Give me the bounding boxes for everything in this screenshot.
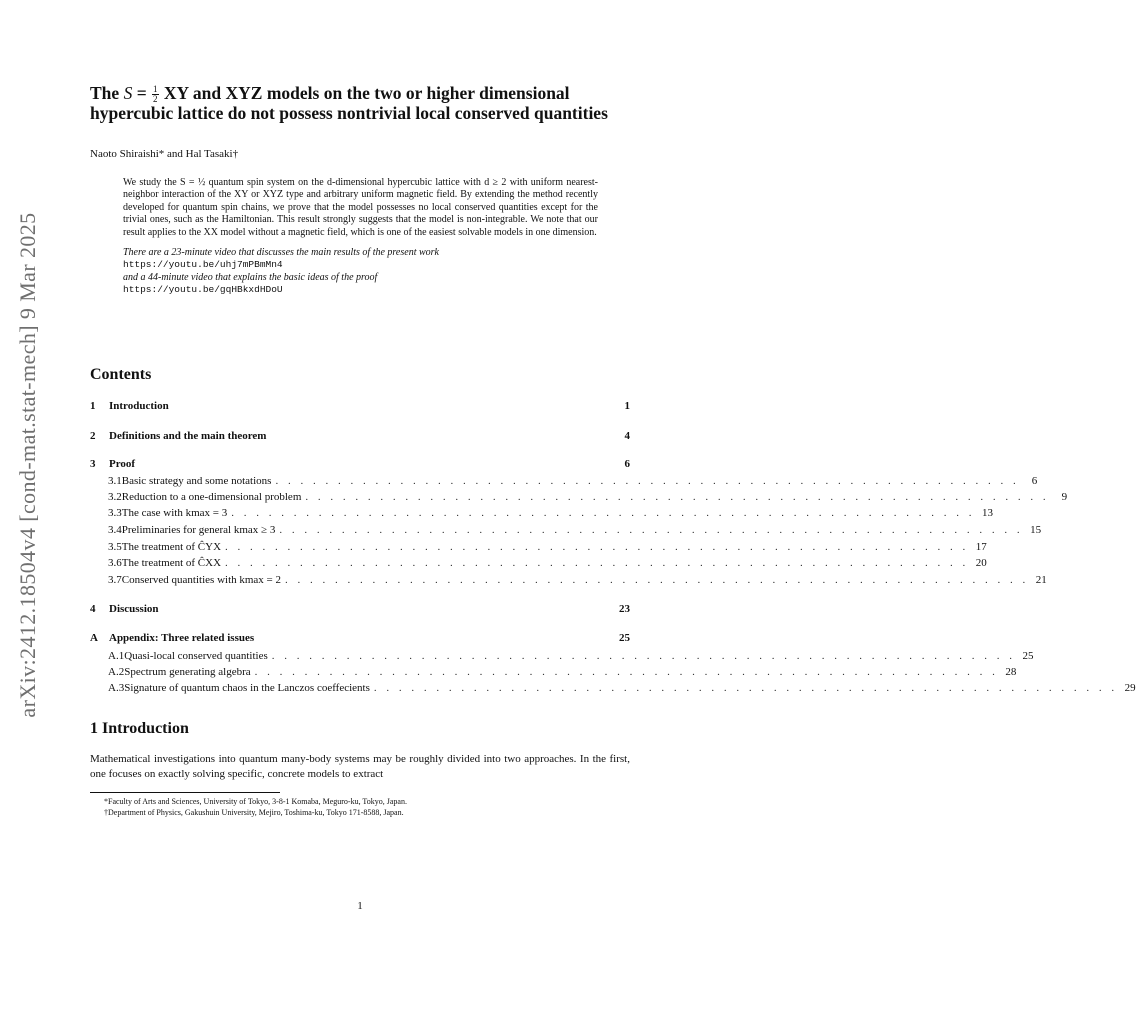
toc-entry-number: 1	[90, 400, 96, 412]
toc-entry-page: 25	[619, 632, 630, 644]
title-rest: XY and XYZ models on the two or higher dimensional hypercubic lattice do not possess nontrivial local conserved quantities	[90, 83, 608, 124]
toc-entry-number: 3.3	[108, 507, 122, 519]
footnote-affiliation-1: *Faculty of Arts and Sciences, University of Tokyo, 3-8-1 Komaba, Meguro-ku, Tokyo, Japan.	[104, 797, 407, 806]
toc-entry[interactable]	[90, 491, 1068, 505]
title-equals: =	[132, 83, 152, 103]
toc-entry[interactable]	[90, 475, 1038, 489]
fraction-numerator: 1	[153, 84, 158, 95]
video1-link[interactable]: https://youtu.be/uhj7mPBmMn4	[123, 259, 283, 271]
toc-entry-label: Preliminaries for general kmax ≥ 3	[121, 524, 276, 536]
arxiv-sidebar-stamp: arXiv:2412.18504v4 [cond-mat.stat-mech] 9 Mar 2025	[15, 212, 40, 718]
toc-entry[interactable]	[90, 603, 630, 617]
toc-leader-dots: . . . . . . . . . . . . . . . . . . . . . . . . . . . . . . . . . . . . . . . . . . . . . . . . . . . . . . . . . . . .	[254, 666, 999, 678]
toc-leader-dots: . . . . . . . . . . . . . . . . . . . . . . . . . . . . . . . . . . . . . . . . . . . . . . . . . . . . . . . . . . . .	[279, 524, 1024, 536]
toc-entry-label: The case with kmax = 3	[121, 507, 228, 519]
footnote-affiliation-2: †Department of Physics, Gakushuin University, Mejiro, Toshima-ku, Tokyo 171-8588, Japan.	[104, 808, 404, 817]
toc-entry-page: 29	[1124, 682, 1136, 694]
toc-entry[interactable]	[90, 430, 630, 444]
toc-entry-label: Appendix: Three related issues	[109, 632, 255, 644]
toc-entry-page: 15	[1030, 524, 1042, 536]
toc-entry-number: 3.7	[108, 574, 122, 586]
paper-title	[90, 84, 638, 122]
toc-entry-label: Conserved quantities with kmax = 2	[121, 574, 282, 586]
toc-entry-label: Proof	[109, 458, 136, 470]
toc-leader-dots: . . . . . . . . . . . . . . . . . . . . . . . . . . . . . . . . . . . . . . . . . . . . . . . . . . . . . . . . . . . .	[275, 475, 1020, 487]
toc-entry-number: 3.2	[108, 491, 122, 503]
toc-leader-dots: . . . . . . . . . . . . . . . . . . . . . . . . . . . . . . . . . . . . . . . . . . . . . . . . . . . . . . . . . . . .	[305, 491, 1050, 503]
toc-entry-label: Discussion	[109, 603, 159, 615]
toc-leader-dots: . . . . . . . . . . . . . . . . . . . . . . . . . . . . . . . . . . . . . . . . . . . . . . . . . . . . . . . . . . . .	[285, 574, 1029, 586]
video2-description: and a 44-minute video that explains the basic ideas of the proof	[123, 271, 378, 283]
toc-leader-dots: . . . . . . . . . . . . . . . . . . . . . . . . . . . . . . . . . . . . . . . . . . . . . . . . . . . . . . . . . . . .	[225, 541, 969, 553]
toc-leader-dots: . . . . . . . . . . . . . . . . . . . . . . . . . . . . . . . . . . . . . . . . . . . . . . . . . . . . . . . . . . . .	[373, 682, 1118, 694]
abstract-text: We study the S = ½ quantum spin system on the d-dimensional hypercubic lattice with d ≥ 2 with uniform nearest-neighbor interaction of the XY or XYZ type and arbitrary uniform magnetic field. By extending the method recently developed for quantum spin chains, we prove that the model possesses no local conserved quantities except for the trivial ones, such as the Hamiltonian. This result strongly suggests that the model is non-integrable. We note that our result applies to the XX model without a magnetic field, which is one of the easiest solvable models in one dimension.	[123, 177, 598, 238]
footnotes	[104, 796, 407, 818]
toc-entry-label: Basic strategy and some notations	[121, 475, 272, 487]
toc-entry-number: 3	[90, 458, 96, 470]
page-number: 1	[357, 900, 363, 912]
toc-entry-label: Reduction to a one-dimensional problem	[121, 491, 302, 503]
authors: Naoto Shiraishi* and Hal Tasaki†	[90, 148, 239, 160]
toc-entry-number: 3.6	[108, 557, 122, 569]
toc-entry-page: 1	[624, 400, 630, 412]
toc-entry-label: Definitions and the main theorem	[109, 430, 267, 442]
toc-entry[interactable]	[90, 507, 993, 521]
toc-entry[interactable]	[90, 682, 1136, 696]
toc-entry-number: A.3	[108, 682, 125, 694]
toc-entry[interactable]	[90, 400, 630, 414]
toc-entry-page: 6	[1031, 475, 1038, 487]
toc-entry-number: A.2	[108, 666, 125, 678]
toc-entry-label: Signature of quantum chaos in the Lanczos coeffecients	[124, 682, 370, 694]
introduction-paragraph: Mathematical investigations into quantum many-body systems may be roughly divided into two approaches. In the first, one focuses on exactly solving specific, concrete models to extract	[90, 753, 630, 780]
toc-entry-number: A	[90, 632, 98, 644]
abstract	[123, 177, 598, 297]
toc-entry-number: 3.1	[108, 475, 122, 487]
footnote-rule	[90, 792, 280, 793]
toc-entry-page: 17	[975, 541, 987, 553]
toc-entry-page: 21	[1035, 574, 1047, 586]
video-links	[123, 247, 598, 297]
toc-entry-page: 23	[619, 603, 630, 615]
section-heading-introduction: 1 Introduction	[90, 720, 189, 737]
toc-entry-page: 25	[1022, 650, 1034, 662]
video1-description: There are a 23-minute video that discusses the main results of the present work	[123, 247, 439, 259]
toc-entry-page: 20	[975, 557, 987, 569]
toc-entry-number: 2	[90, 430, 96, 442]
toc-entry-label: Quasi-local conserved quantities	[124, 650, 268, 662]
title-variable: S	[123, 83, 133, 103]
toc-entry-page: 9	[1061, 491, 1068, 503]
toc-leader-dots: . . . . . . . . . . . . . . . . . . . . . . . . . . . . . . . . . . . . . . . . . . . . . . . . . . . . . . . . . . . .	[231, 507, 975, 519]
toc-entry-number: 3.5	[108, 541, 122, 553]
toc-entry[interactable]	[90, 557, 987, 571]
video2-link[interactable]: https://youtu.be/gqHBkxdHDoU	[123, 284, 283, 296]
toc-entry-label: The treatment of ĈYX	[121, 541, 222, 553]
toc-entry[interactable]	[90, 574, 1047, 588]
toc-entry-page: 6	[624, 458, 630, 470]
toc-entry-number: 3.4	[108, 524, 122, 536]
toc-entry-page: 13	[981, 507, 993, 519]
toc-entry-label: Introduction	[109, 400, 169, 412]
toc-entry-page: 28	[1005, 666, 1017, 678]
fraction-denominator: 2	[153, 94, 158, 105]
toc-leader-dots: . . . . . . . . . . . . . . . . . . . . . . . . . . . . . . . . . . . . . . . . . . . . . . . . . . . . . . . . . . . .	[225, 557, 969, 569]
toc-entry[interactable]	[90, 632, 630, 646]
toc-entry-label: The treatment of ĈXX	[121, 557, 222, 569]
toc-entry-label: Spectrum generating algebra	[124, 666, 251, 678]
toc-entry-number: A.1	[108, 650, 125, 662]
toc-entry[interactable]	[90, 541, 987, 555]
title-prefix: The	[90, 83, 120, 103]
toc-entry[interactable]	[90, 650, 1034, 664]
toc-entry-number: 4	[90, 603, 96, 615]
toc-entry[interactable]	[90, 458, 630, 472]
title-fraction	[152, 85, 159, 104]
contents-heading: Contents	[90, 366, 152, 383]
toc-entry[interactable]	[90, 524, 1042, 538]
toc-leader-dots: . . . . . . . . . . . . . . . . . . . . . . . . . . . . . . . . . . . . . . . . . . . . . . . . . . . . . . . . . . . .	[271, 650, 1016, 662]
toc-entry[interactable]	[90, 666, 1017, 680]
toc-entry-page: 4	[624, 430, 630, 442]
